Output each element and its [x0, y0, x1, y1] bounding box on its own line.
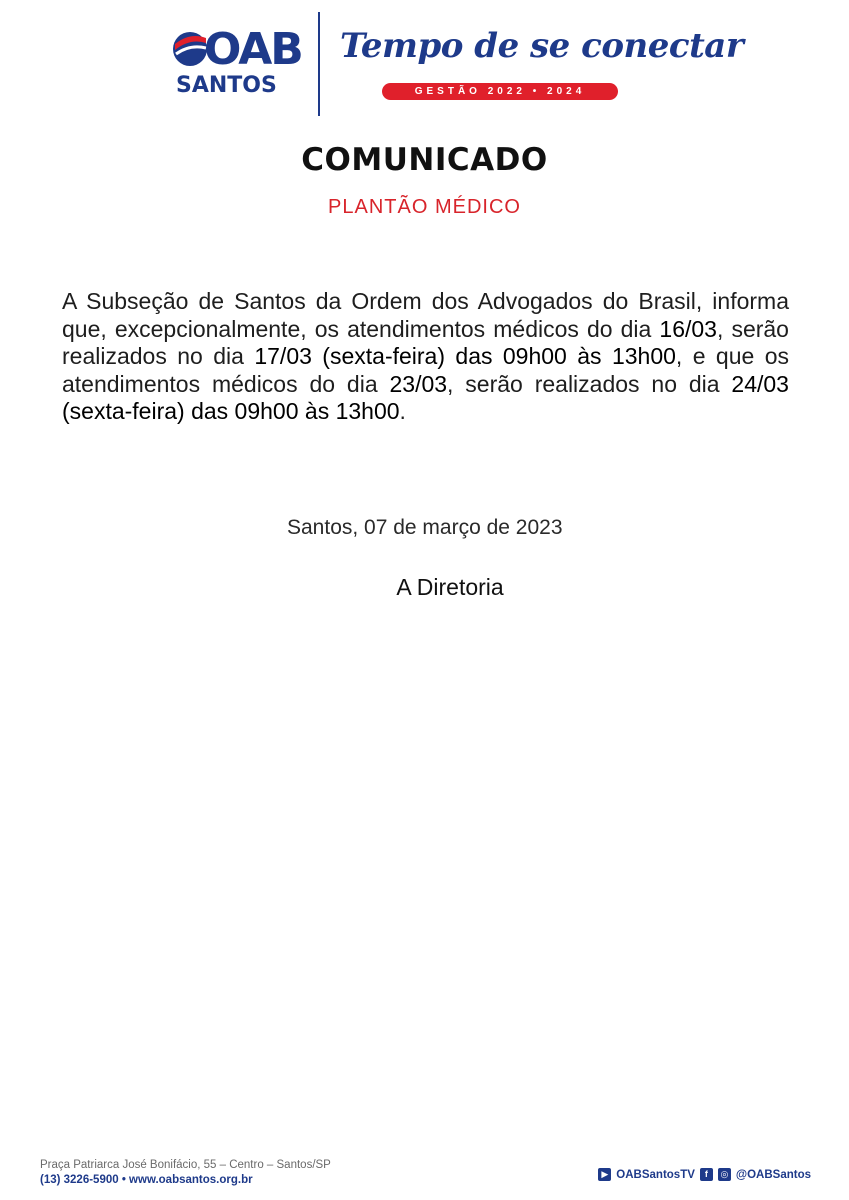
slogan: Tempo de se conectar — [340, 26, 744, 66]
body-part-2: , serão realizados no dia — [62, 315, 789, 369]
page-subtitle: PLANTÃO MÉDICO — [328, 196, 521, 218]
date-highlight-2: 17/03 (sexta-feira) das 09h00 às 13h00 — [254, 343, 676, 369]
page-title: COMUNICADO — [301, 142, 548, 178]
logo-oab-text: OAB — [204, 24, 302, 75]
facebook-icon: f — [700, 1168, 713, 1181]
body-part-4: , serão realizados no dia — [447, 370, 732, 397]
letterhead — [0, 0, 849, 130]
body-part-1: A Subseção de Santos da Ordem dos Advogados do Brasil, informa que, excepcionalmente, os atendimentos médicos do dia — [62, 288, 789, 342]
date-highlight-1: 16/03 — [659, 315, 717, 342]
announcement-body — [62, 288, 789, 426]
header-divider — [318, 12, 320, 116]
date-highlight-3: 23/03 — [389, 370, 448, 397]
date-line: Santos, 07 de março de 2023 — [287, 516, 563, 539]
footer-social — [598, 1168, 811, 1181]
instagram-icon: ◎ — [718, 1168, 731, 1181]
oab-santos-logo — [172, 24, 302, 100]
date-highlight-4: 24/03 (sexta-feira) das 09h00 às 13h00 — [62, 370, 789, 424]
footer-contact: (13) 3226-5900 • www.oabsantos.org.br — [40, 1174, 253, 1186]
body-part-3: , e que os atendimentos médicos do dia — [62, 343, 789, 397]
body-part-5: . — [399, 398, 406, 424]
youtube-icon: ▶ — [598, 1168, 611, 1181]
gestao-badge: GESTÃO 2022 • 2024 — [382, 83, 618, 100]
social-handle[interactable]: @OABSantos — [735, 1168, 811, 1181]
youtube-handle[interactable]: OABSantosTV — [616, 1168, 695, 1181]
logo-santos-text: SANTOS — [176, 73, 277, 98]
footer-address: Praça Patriarca José Bonifácio, 55 – Centro – Santos/SP — [40, 1159, 331, 1171]
footer-address-block — [40, 1158, 331, 1188]
signature: A Diretoria — [396, 574, 504, 600]
